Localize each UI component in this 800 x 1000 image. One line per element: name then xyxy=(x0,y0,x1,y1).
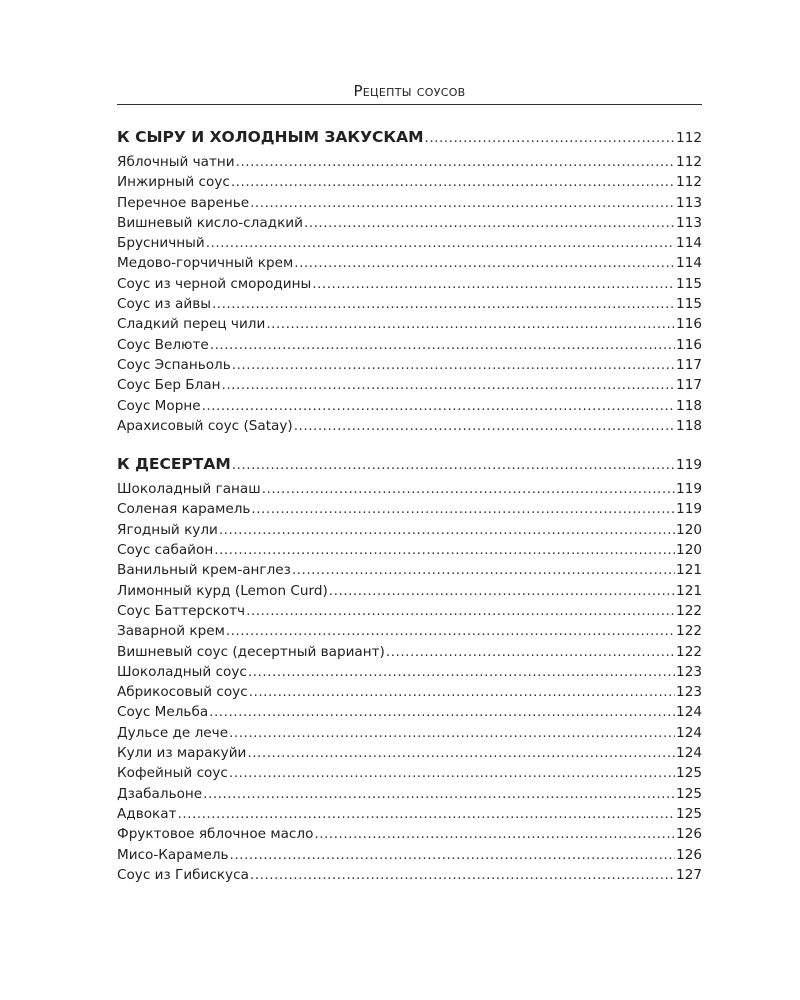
toc-entry-title: Соус из айвы xyxy=(117,296,211,313)
running-header: Рецепты соусов xyxy=(353,82,466,100)
toc-entry-page: 123 xyxy=(676,684,702,701)
toc-leader-dots xyxy=(248,662,675,682)
toc-entry-title: Инжирный соус xyxy=(117,174,230,191)
toc-section xyxy=(117,449,702,885)
toc-entry xyxy=(117,253,702,273)
toc-leader-dots xyxy=(314,824,675,844)
toc-entry xyxy=(117,396,702,416)
toc-entry-title: Ягодный кули xyxy=(117,521,218,538)
toc-heading-page: 112 xyxy=(676,130,702,146)
toc-entry xyxy=(117,152,702,172)
toc-entry-page: 122 xyxy=(676,643,702,660)
toc-leader-dots xyxy=(329,581,675,601)
toc-leader-dots xyxy=(209,702,675,722)
toc-leader-dots xyxy=(251,499,675,519)
toc-entry-title: Соус Морне xyxy=(117,397,201,414)
toc-entry-page: 120 xyxy=(676,521,702,538)
toc-entry-title: Дульсе де лече xyxy=(117,724,229,741)
toc-leader-dots xyxy=(232,355,675,375)
toc-entry-page: 112 xyxy=(676,154,702,170)
toc-entry-title: Соус Баттерскотч xyxy=(117,602,246,619)
toc-entry xyxy=(117,682,702,702)
toc-leader-dots xyxy=(214,540,675,560)
toc-leader-dots xyxy=(386,642,675,662)
toc-entry-page: 117 xyxy=(676,356,702,373)
toc-entry xyxy=(117,479,702,499)
toc-leader-dots xyxy=(247,743,675,763)
header-divider xyxy=(117,104,702,105)
toc-entry xyxy=(117,702,702,722)
book-page xyxy=(117,80,702,885)
toc-entry-title: Медово-горчичный крем xyxy=(117,255,294,272)
toc-leader-dots xyxy=(226,621,675,641)
toc-entry-title: Адвокат xyxy=(117,805,177,822)
toc-leader-dots xyxy=(292,560,675,580)
toc-entry-page: 126 xyxy=(676,846,702,863)
toc-entry-title: Брусничный xyxy=(117,235,205,252)
toc-entry-page: 118 xyxy=(676,397,702,414)
toc-entry-page: 113 xyxy=(676,194,702,211)
toc-entry-page: 116 xyxy=(676,316,702,333)
toc-entry-page: 114 xyxy=(676,235,702,252)
toc-leader-dots xyxy=(236,152,675,172)
toc-leader-dots xyxy=(246,601,675,621)
toc-entry-title: Соус из черной смородины xyxy=(117,275,312,292)
toc-entry xyxy=(117,375,702,395)
toc-entry-page: 123 xyxy=(676,663,702,680)
toc-entry xyxy=(117,662,702,682)
toc-entry-title: Фруктовое яблочное масло xyxy=(117,826,314,843)
toc-entry-page: 122 xyxy=(676,623,702,640)
toc-entry-page: 124 xyxy=(676,745,702,762)
toc-leader-dots xyxy=(294,416,675,436)
toc-entry xyxy=(117,213,702,233)
toc-entry-page: 112 xyxy=(676,174,702,191)
toc-section-heading xyxy=(117,122,702,152)
toc-entry-title: Яблочный чатни xyxy=(117,154,235,170)
toc-leader-dots xyxy=(219,520,675,540)
toc-entry xyxy=(117,601,702,621)
toc-entry-title: Вишневый соус (десертный вариант) xyxy=(117,643,385,660)
toc-entry-title: Соус Эспаньоль xyxy=(117,356,231,373)
toc-entry-page: 119 xyxy=(676,501,702,518)
toc-entry-title: Кофейный соус xyxy=(117,765,228,782)
toc-entry-page: 115 xyxy=(676,275,702,292)
toc-leader-dots xyxy=(304,213,675,233)
toc-entry-title: Ванильный крем-англез xyxy=(117,562,291,579)
toc-entry-page: 116 xyxy=(676,336,702,353)
toc-leader-dots xyxy=(425,123,676,153)
toc-entry-page: 121 xyxy=(676,562,702,579)
toc-entry-title: Мисо-Карамель xyxy=(117,846,229,863)
toc-entry xyxy=(117,274,702,294)
toc-entry-page: 113 xyxy=(676,214,702,231)
toc-entry-title: Шоколадный соус xyxy=(117,663,247,680)
toc-entry xyxy=(117,581,702,601)
toc-leader-dots xyxy=(230,845,676,865)
toc-entry xyxy=(117,824,702,844)
toc-leader-dots xyxy=(312,274,675,294)
toc-entry xyxy=(117,865,702,885)
toc-entry-title: Соус сабайон xyxy=(117,542,214,559)
toc-entry-title: Соус из Гибискуса xyxy=(117,866,249,883)
toc-entry xyxy=(117,193,702,213)
toc-entry-title: Перечное варенье xyxy=(117,194,250,211)
toc-leader-dots xyxy=(250,865,675,885)
toc-section-heading xyxy=(117,449,702,479)
toc-entry-page: 114 xyxy=(676,255,702,272)
toc-entry xyxy=(117,621,702,641)
toc-entry-title: Соус Велюте xyxy=(117,336,209,353)
toc-heading-page: 119 xyxy=(676,457,702,474)
toc-entry xyxy=(117,355,702,375)
toc-entry-title: Абрикосовый соус xyxy=(117,684,248,701)
toc-leader-dots xyxy=(178,804,676,824)
toc-entry-page: 125 xyxy=(676,765,702,782)
toc-leader-dots xyxy=(229,763,675,783)
toc-leader-dots xyxy=(203,784,675,804)
toc-entry-page: 119 xyxy=(676,481,702,498)
toc-entry xyxy=(117,804,702,824)
toc-entry xyxy=(117,499,702,519)
toc-entry-page: 127 xyxy=(676,866,702,883)
toc-entry-title: Шоколадный ганаш xyxy=(117,481,261,498)
toc-leader-dots xyxy=(210,335,675,355)
toc-entry-title: Соленая карамель xyxy=(117,501,251,518)
toc-entry-page: 117 xyxy=(676,377,702,394)
toc-leader-dots xyxy=(202,396,675,416)
toc-entry-title: Заварной крем xyxy=(117,623,225,640)
toc-entry xyxy=(117,845,702,865)
toc-entry xyxy=(117,294,702,314)
toc-entry xyxy=(117,763,702,783)
toc-entry xyxy=(117,233,702,253)
toc-entry-page: 115 xyxy=(676,296,702,313)
toc-entry-title: Соус Мельба xyxy=(117,704,209,721)
toc-entry-title: Вишневый кисло-сладкий xyxy=(117,214,303,231)
toc-entry-page: 126 xyxy=(676,826,702,843)
toc-leader-dots xyxy=(294,253,675,273)
toc-leader-dots xyxy=(222,375,676,395)
toc-entry xyxy=(117,723,702,743)
toc-leader-dots xyxy=(206,233,675,253)
toc-leader-dots xyxy=(266,314,675,334)
toc-entry-page: 125 xyxy=(676,805,702,822)
toc-entry xyxy=(117,172,702,192)
toc-entry xyxy=(117,540,702,560)
toc-entry-page: 120 xyxy=(676,542,702,559)
toc-heading-title: К СЫРУ И ХОЛОДНЫМ ЗАКУСКАМ xyxy=(117,128,424,146)
toc-leader-dots xyxy=(231,172,675,192)
toc-entry xyxy=(117,314,702,334)
toc-entry xyxy=(117,416,702,436)
toc-leader-dots xyxy=(212,294,675,314)
toc-entry xyxy=(117,784,702,804)
toc-entry-page: 125 xyxy=(676,785,702,802)
toc-section xyxy=(117,122,702,436)
toc-leader-dots xyxy=(250,193,675,213)
toc-leader-dots xyxy=(232,450,675,480)
toc-entry-title: Соус Бер Блан xyxy=(117,377,221,394)
toc-entry-title: Арахисовый соус (Satay) xyxy=(117,417,293,434)
toc-entry xyxy=(117,335,702,355)
toc-entry xyxy=(117,642,702,662)
toc-entry-page: 118 xyxy=(676,417,702,434)
toc-leader-dots xyxy=(262,479,675,499)
toc-entry-title: Кули из маракуйи xyxy=(117,745,247,762)
toc-entry-title: Лимонный курд (Lemon Curd) xyxy=(117,582,328,599)
toc-entry-page: 121 xyxy=(676,582,702,599)
toc-entry-page: 124 xyxy=(676,704,702,721)
toc-entry xyxy=(117,520,702,540)
toc-entry xyxy=(117,560,702,580)
toc-entry-page: 122 xyxy=(676,602,702,619)
toc-heading-title: К ДЕСЕРТАМ xyxy=(117,455,231,474)
toc-entry-title: Дзабальоне xyxy=(117,785,203,802)
toc-leader-dots xyxy=(229,723,675,743)
toc-entry-page: 124 xyxy=(676,724,702,741)
toc-entry-title: Сладкий перец чили xyxy=(117,316,266,333)
toc-entry xyxy=(117,743,702,763)
toc-leader-dots xyxy=(249,682,675,702)
table-of-contents xyxy=(117,122,702,885)
